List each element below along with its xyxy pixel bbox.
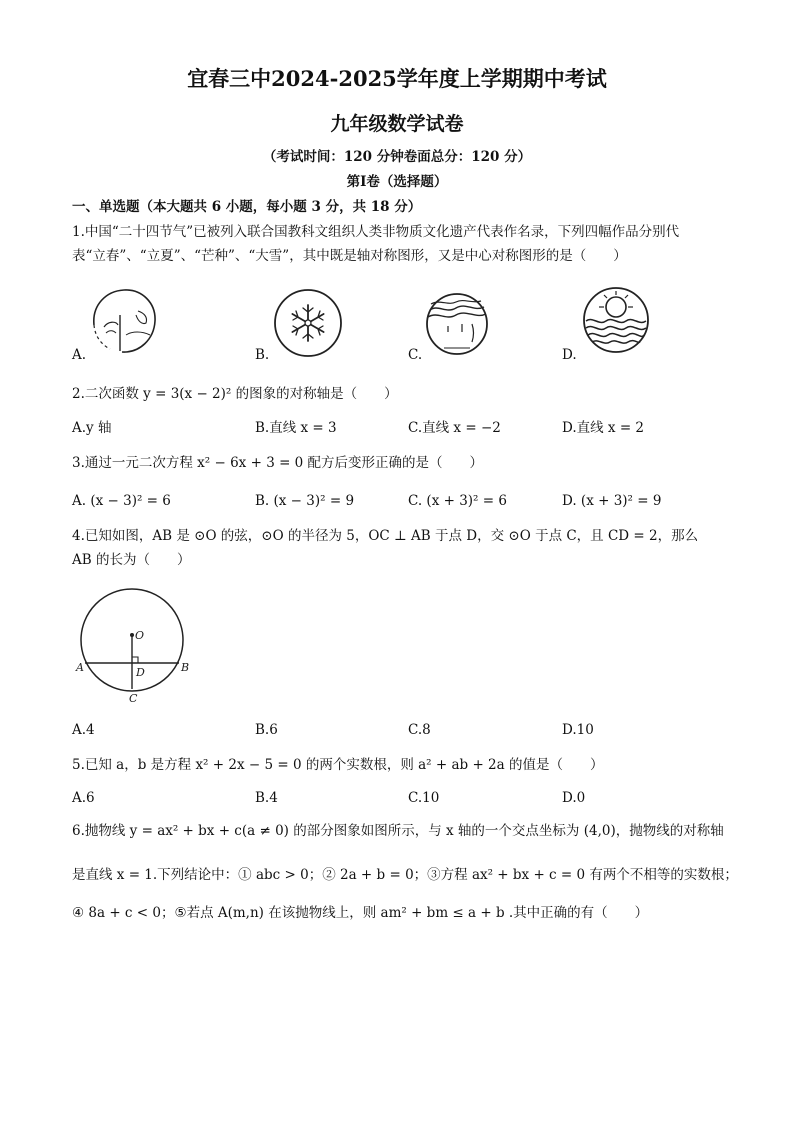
exam-subtitle: 九年级数学试卷 bbox=[330, 113, 464, 135]
section-heading: 一、单选题（本大题共 6 小题，每小题 3 分，共 18 分） bbox=[72, 199, 422, 215]
q4-option-c[interactable]: C.8 bbox=[408, 722, 431, 738]
q5-option-b[interactable]: B.4 bbox=[255, 790, 278, 806]
figure-sun-waves-image bbox=[581, 285, 651, 355]
q5-option-d[interactable]: D.0 bbox=[562, 790, 586, 806]
volume-heading: 第Ⅰ卷（选择题） bbox=[346, 174, 448, 190]
q1-line2: 表“立春”、“立夏”、“芒种”、“大雪”，其中既是轴对称图形，又是中心对称图形的是（ ） bbox=[72, 248, 627, 264]
q4-option-a[interactable]: A.4 bbox=[72, 722, 95, 738]
figure-lichun-image bbox=[86, 285, 161, 357]
label-b: B bbox=[181, 661, 190, 674]
q4-option-d[interactable]: D.10 bbox=[562, 722, 594, 738]
q4-option-b[interactable]: B.6 bbox=[255, 722, 278, 738]
center-point bbox=[130, 633, 134, 637]
q3-option-d[interactable]: D. (x + 3)² = 9 bbox=[562, 493, 662, 509]
exam-title: 宜春三中2024-2025学年度上学期期中考试 bbox=[187, 66, 607, 91]
q1-option-c[interactable]: C. bbox=[408, 347, 423, 363]
label-d: D bbox=[136, 666, 145, 679]
q1-option-d[interactable]: D. bbox=[562, 347, 577, 363]
q6-line1: 6.抛物线 y = ax² + bx + c(a ≠ 0) 的部分图象如图所示，与 x 轴的一个交点坐标为 (4,0)，抛物线的对称轴 bbox=[72, 823, 724, 839]
q1-option-a[interactable]: A. bbox=[72, 347, 87, 363]
q2-stem: 2.二次函数 y = 3(x − 2)² 的图象的对称轴是（ ） bbox=[72, 386, 398, 402]
q2-option-b[interactable]: B.直线 x = 3 bbox=[255, 420, 337, 436]
q3-option-c[interactable]: C. (x + 3)² = 6 bbox=[408, 493, 507, 509]
right-angle-mark bbox=[132, 657, 138, 663]
q2-option-d[interactable]: D.直线 x = 2 bbox=[562, 420, 645, 436]
figure-snowflake-image bbox=[272, 287, 344, 359]
exam-info: （考试时间：120 分钟卷面总分：120 分） bbox=[262, 149, 532, 165]
q1-option-b[interactable]: B. bbox=[255, 347, 270, 363]
label-c: C bbox=[129, 692, 138, 705]
q1-line1: 1.中国“二十四节气”已被列入联合国教科文组织人类非物质文化遗产代表作名录，下列四幅作品分别代 bbox=[72, 224, 680, 240]
q6-line2: 是直线 x = 1.下列结论中：① abc > 0；② 2a + b = 0；③方程 ax² + bx + c = 0 有两个不相等的实数根； bbox=[72, 867, 738, 883]
q3-stem: 3.通过一元二次方程 x² − 6x + 3 = 0 配方后变形正确的是（ ） bbox=[72, 455, 484, 471]
circle-geometry-figure bbox=[74, 585, 194, 705]
label-a: A bbox=[76, 661, 84, 674]
q2-option-c[interactable]: C.直线 x = −2 bbox=[408, 420, 501, 436]
q2-option-a[interactable]: A.y 轴 bbox=[72, 420, 112, 436]
q3-option-b[interactable]: B. (x − 3)² = 9 bbox=[255, 493, 355, 509]
q5-option-a[interactable]: A.6 bbox=[72, 790, 95, 806]
figure-mangzhong-image bbox=[424, 290, 490, 358]
q4-line1: 4.已知如图，AB 是 ⊙O 的弦，⊙O 的半径为 5，OC ⊥ AB 于点 D，交 ⊙O 于点 C，且 CD = 2，那么 bbox=[72, 528, 699, 544]
q5-option-c[interactable]: C.10 bbox=[408, 790, 440, 806]
q3-option-a[interactable]: A. (x − 3)² = 6 bbox=[72, 493, 171, 509]
label-o: O bbox=[135, 629, 145, 642]
q6-line3: ④ 8a + c < 0；⑤若点 A(m,n) 在该抛物线上，则 am² + bm ≤ a + b .其中正确的有（ ） bbox=[72, 905, 649, 921]
q5-stem: 5.已知 a，b 是方程 x² + 2x − 5 = 0 的两个实数根，则 a² + ab + 2a 的值是（ ） bbox=[72, 757, 604, 773]
q4-line2: AB 的长为（ ） bbox=[72, 552, 191, 568]
